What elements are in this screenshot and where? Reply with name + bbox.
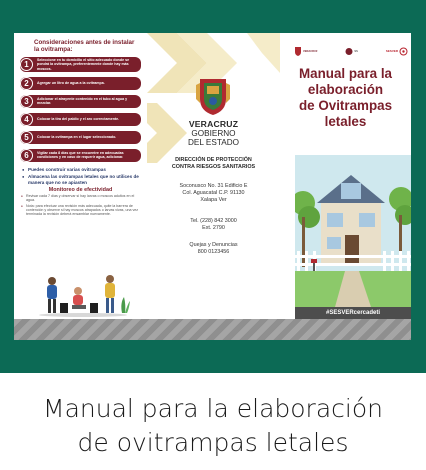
tip-bullet: ● Puedes construir varias ovitrampas (20, 167, 141, 172)
step-number: 4 (20, 113, 33, 126)
step-text: Colocar la ovitrampa en el lugar seleccionado. (37, 135, 117, 140)
logo-text: SESVER (385, 48, 398, 53)
title-line: de Ovitrampas (298, 98, 393, 113)
state-name: VERACRUZ (188, 119, 239, 129)
address-block (147, 183, 280, 204)
address-line: Soconusco No. 31 Edificio E (179, 183, 248, 189)
veracruz-shield-logo (194, 77, 232, 117)
phone-block (147, 218, 280, 232)
complaints-block (147, 242, 280, 256)
hashtag-banner: #SESVERcercadeti (295, 307, 411, 319)
brochure-left-panel (14, 33, 147, 319)
veracruz-logo (294, 47, 317, 56)
step-number: 2 (20, 77, 33, 90)
step-number: 1 (20, 58, 33, 71)
step-1 (20, 57, 141, 72)
step-text: Seleccione en tu domicilio el sitio adecuado donde se pondrá la ovitrampa, preferentemente donde hay más moscos. (37, 58, 130, 71)
chevron-pattern-graphic (147, 33, 280, 319)
step-number: 5 (20, 131, 33, 144)
brochure-right-panel (280, 33, 411, 319)
emblem-icon (345, 47, 353, 56)
people-illustration (36, 273, 131, 317)
step-text: Agregar un litro de agua a la ovitrampa. (37, 81, 105, 86)
state-government (147, 129, 280, 147)
directorate-line: CONTRA RIESGOS SANITARIOS (171, 164, 256, 170)
address-line: Xalapa Ver (200, 197, 227, 203)
phone-line: Ext. 2790 (202, 225, 225, 231)
brochure-image (14, 33, 411, 340)
brochure-middle-panel (147, 33, 280, 319)
step-text: Adicionar el atrayente contenido en el tubo al agua y mezclar. (37, 97, 128, 106)
shield-icon (294, 47, 302, 56)
step-5 (20, 131, 141, 144)
monitoring-title: Monitoreo de efectividad (48, 187, 113, 194)
complaints-line: Quejas y Denuncias (189, 242, 238, 248)
state-government-line: GOBIERNO (191, 129, 236, 138)
logo-text: VERACRUZ (303, 49, 318, 53)
considerations-title: Consideraciones antes de instalar la ovitrampa: (34, 39, 135, 53)
manual-title (280, 66, 411, 130)
title-line: elaboración (307, 82, 384, 97)
caption-line: de ovitrampas letales (77, 428, 349, 457)
address-line: Col. Aguacatal C.P. 91130 (182, 190, 245, 196)
step-4 (20, 113, 141, 126)
directorate-line: DIRECCIÓN DE PROTECCIÓN (175, 157, 252, 163)
flower-icon (399, 47, 408, 56)
monitoring-item: ● Revisar cada 7 días y observar si hay larvas o moscos adultos en el agua. (20, 194, 141, 203)
ss-logo (345, 47, 357, 56)
phone-line: Tel. (228) 842 3000 (190, 218, 237, 224)
title-line: letales (324, 114, 367, 129)
step-text: Colocar la tira del pabilo y el aro correctamente. (37, 117, 120, 122)
decorative-strip (14, 319, 411, 340)
directorate-name (147, 157, 280, 171)
step-6 (20, 149, 141, 162)
monitoring-item: ● Nota: para efectuar una revisión más adecuada, quite la barrera de contención y observe si hay moscos atrapados o larvas vivas, una vez terminada la revisión deberá ensamblar nuevamente. (20, 204, 141, 217)
item-caption[interactable] (0, 392, 426, 460)
title-line: Manual para la (298, 66, 393, 81)
step-number: 6 (20, 149, 33, 162)
tip-bullet: ● Almacena las ovitrampas letales que no utilices de manera que no se apiasten (20, 174, 141, 185)
sesver-logo (386, 47, 408, 56)
house-illustration (295, 155, 411, 307)
step-text: Vigilar cada 8 días que se encuentre en adecuadas condiciones y en caso de requerir agua, adicionar. (37, 151, 124, 160)
complaints-line: 800 0123456 (197, 249, 230, 255)
state-government-line: DEL ESTADO (188, 138, 239, 147)
caption-line: Manual para la elaboración (43, 394, 383, 423)
step-3 (20, 95, 141, 108)
institution-logos (294, 43, 408, 59)
step-2 (20, 77, 141, 90)
logo-text: SS (354, 49, 358, 53)
step-number: 3 (20, 95, 33, 108)
